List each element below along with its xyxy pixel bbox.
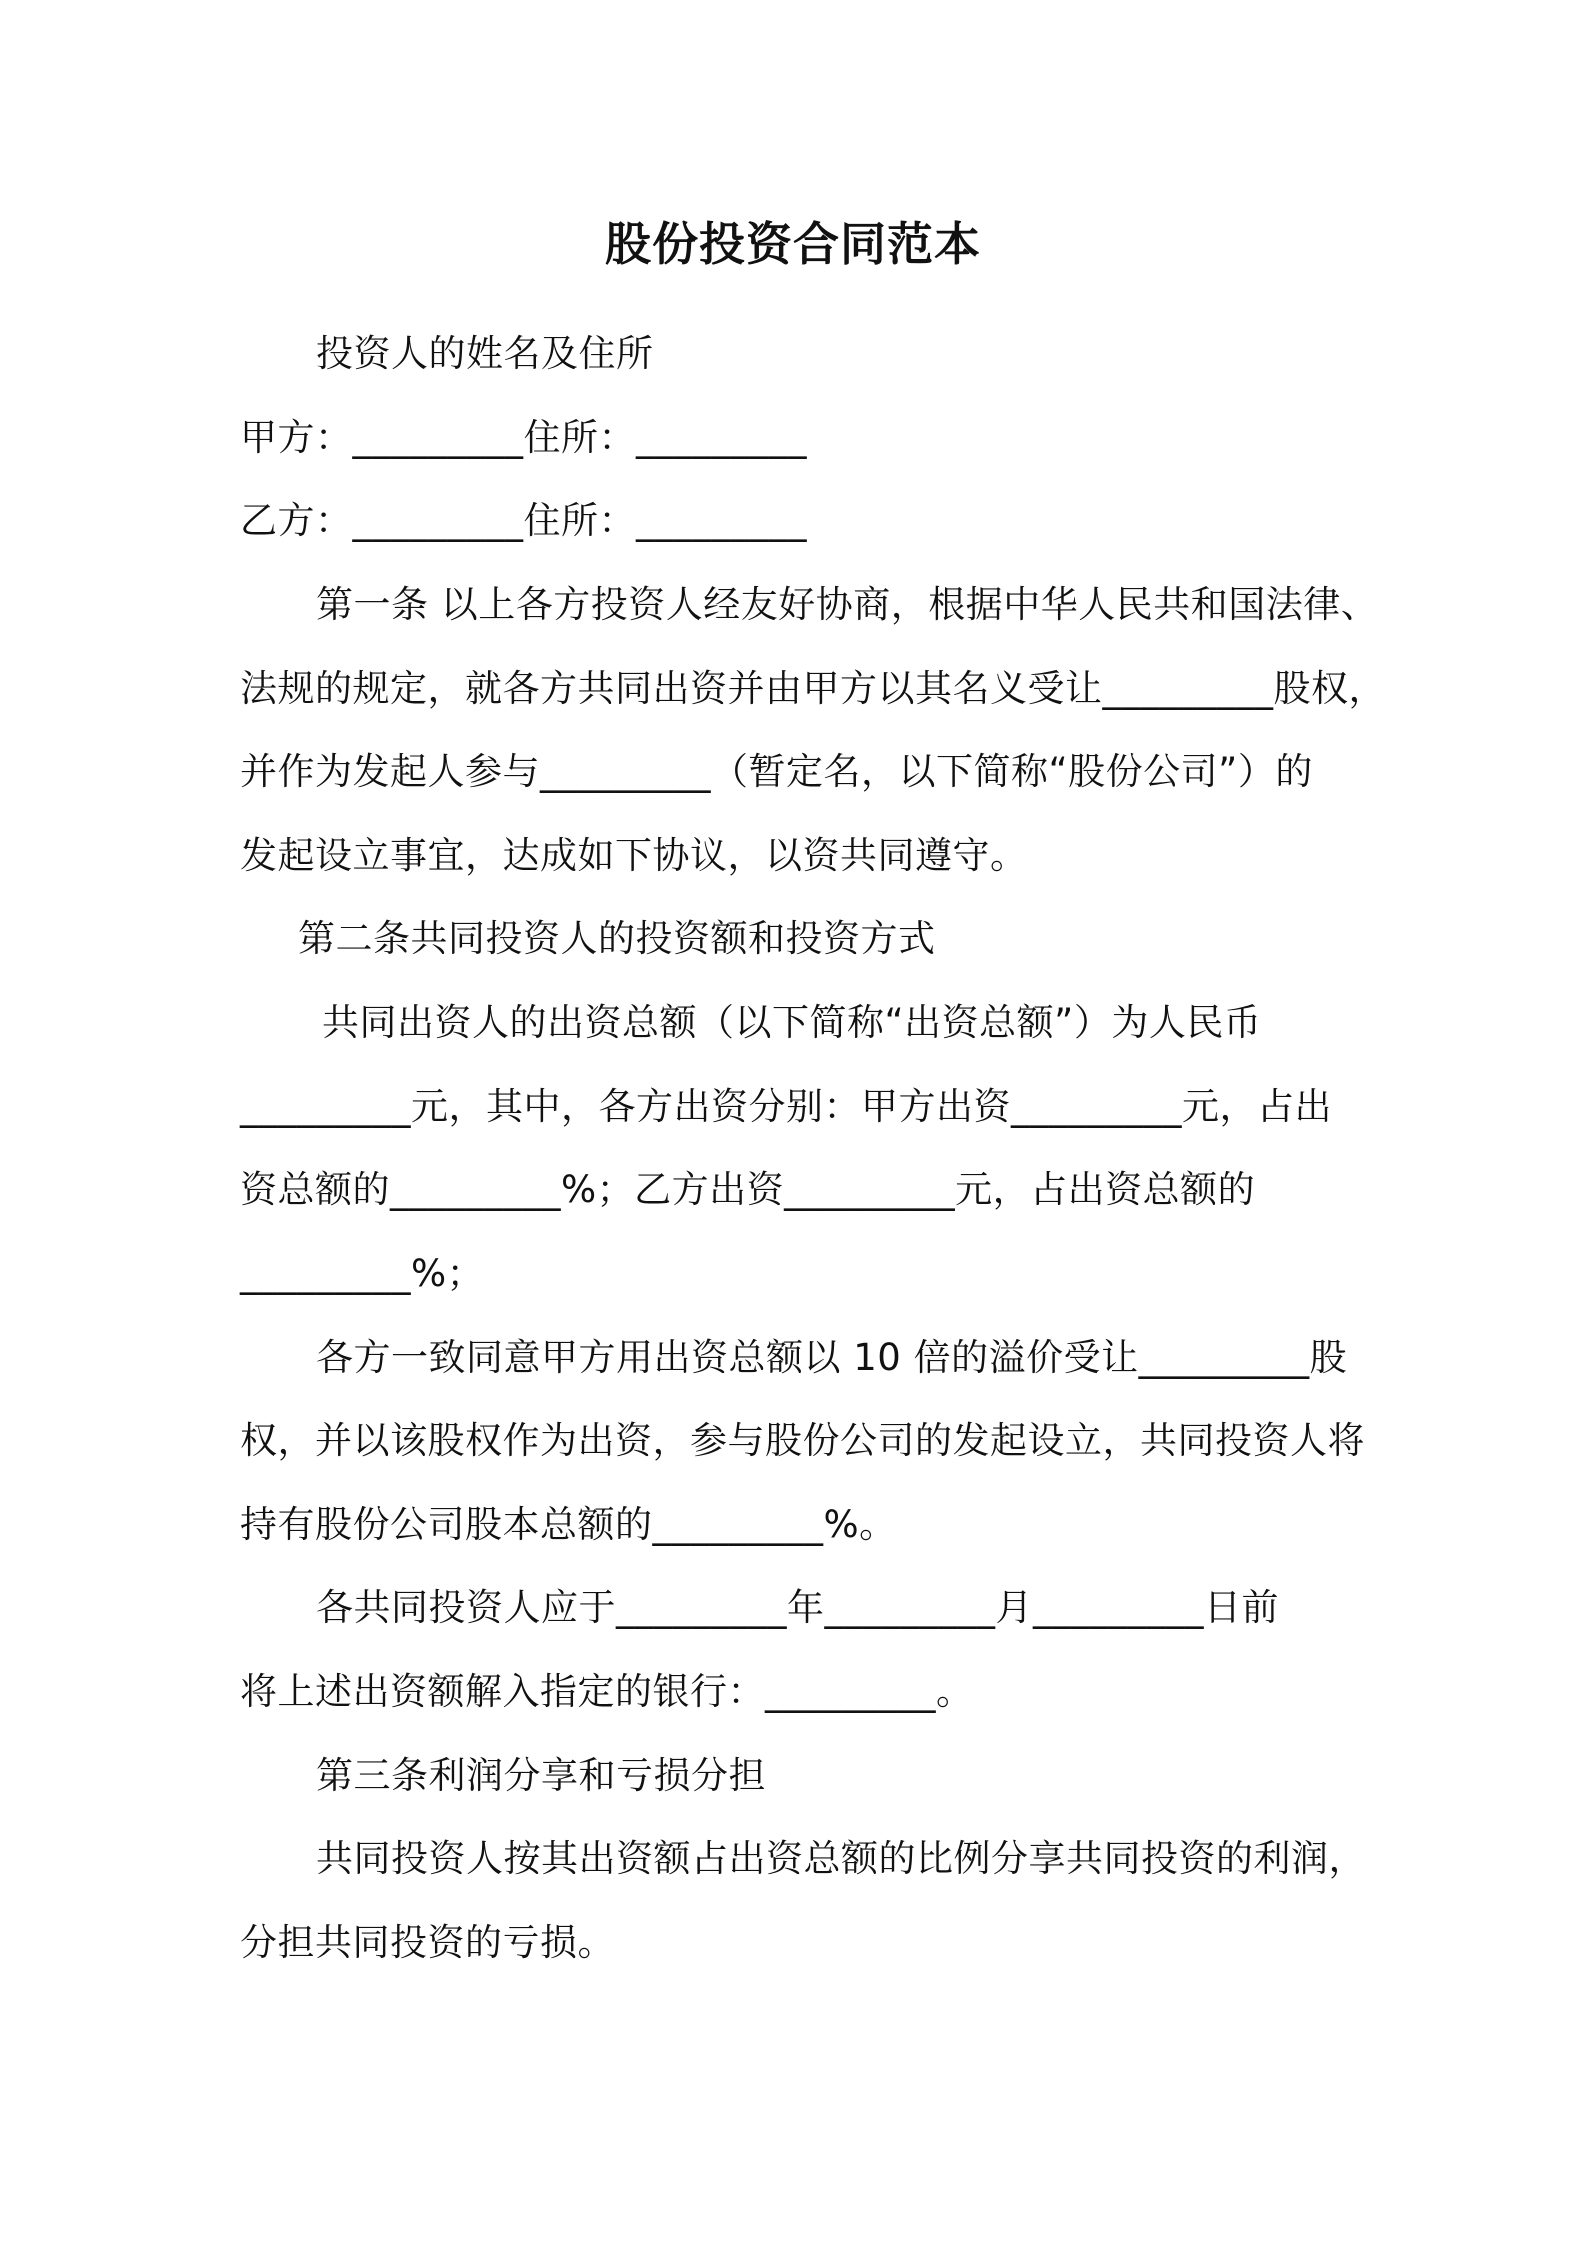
- article-2-heading: 第二条共同投资人的投资额和投资方式: [298, 917, 936, 960]
- party-a-line: 甲方：_________住所：_________: [240, 416, 807, 459]
- article-2-line-9: 将上述出资额解入指定的银行：_________。: [240, 1670, 974, 1713]
- article-3-line-1: 共同投资人按其出资额占出资总额的比例分享共同投资的利润，: [316, 1837, 1366, 1880]
- article-2-line-4: _________%；: [240, 1252, 485, 1295]
- article-3-line-2: 分担共同投资的亏损。: [240, 1921, 615, 1964]
- article-1-line-2: 法规的规定，就各方共同出资并由甲方以其名义受让_________股权，: [240, 667, 1386, 710]
- article-3-heading: 第三条利润分享和亏损分担: [316, 1754, 766, 1797]
- article-2-line-2: _________元，其中，各方出资分别：甲方出资_________元，占出: [240, 1085, 1332, 1128]
- party-b-line: 乙方：_________住所：_________: [240, 499, 807, 542]
- article-1-line-1: 第一条 以上各方投资人经友好协商，根据中华人民共和国法律、: [316, 583, 1379, 626]
- article-2-line-1: 共同出资人的出资总额（以下简称“出资总额”）为人民币: [322, 1001, 1262, 1044]
- investor-heading: 投资人的姓名及住所: [316, 332, 654, 375]
- article-2-line-5: 各方一致同意甲方用出资总额以 10 倍的溢价受让_________股: [316, 1336, 1348, 1379]
- article-2-line-8: 各共同投资人应于_________年_________月_________日前: [316, 1586, 1279, 1629]
- document-title: 股份投资合同范本: [605, 217, 981, 271]
- article-2-line-3: 资总额的_________%；乙方出资_________元，占出资总额的: [240, 1168, 1256, 1211]
- article-1-line-4: 发起设立事宜，达成如下协议，以资共同遵守。: [240, 834, 1028, 877]
- article-1-line-3: 并作为发起人参与_________（暂定名，以下简称“股份公司”）的: [240, 750, 1313, 793]
- article-2-line-6: 权，并以该股权作为出资，参与股份公司的发起设立，共同投资人将: [240, 1419, 1365, 1462]
- article-2-line-7: 持有股份公司股本总额的_________%。: [240, 1503, 897, 1546]
